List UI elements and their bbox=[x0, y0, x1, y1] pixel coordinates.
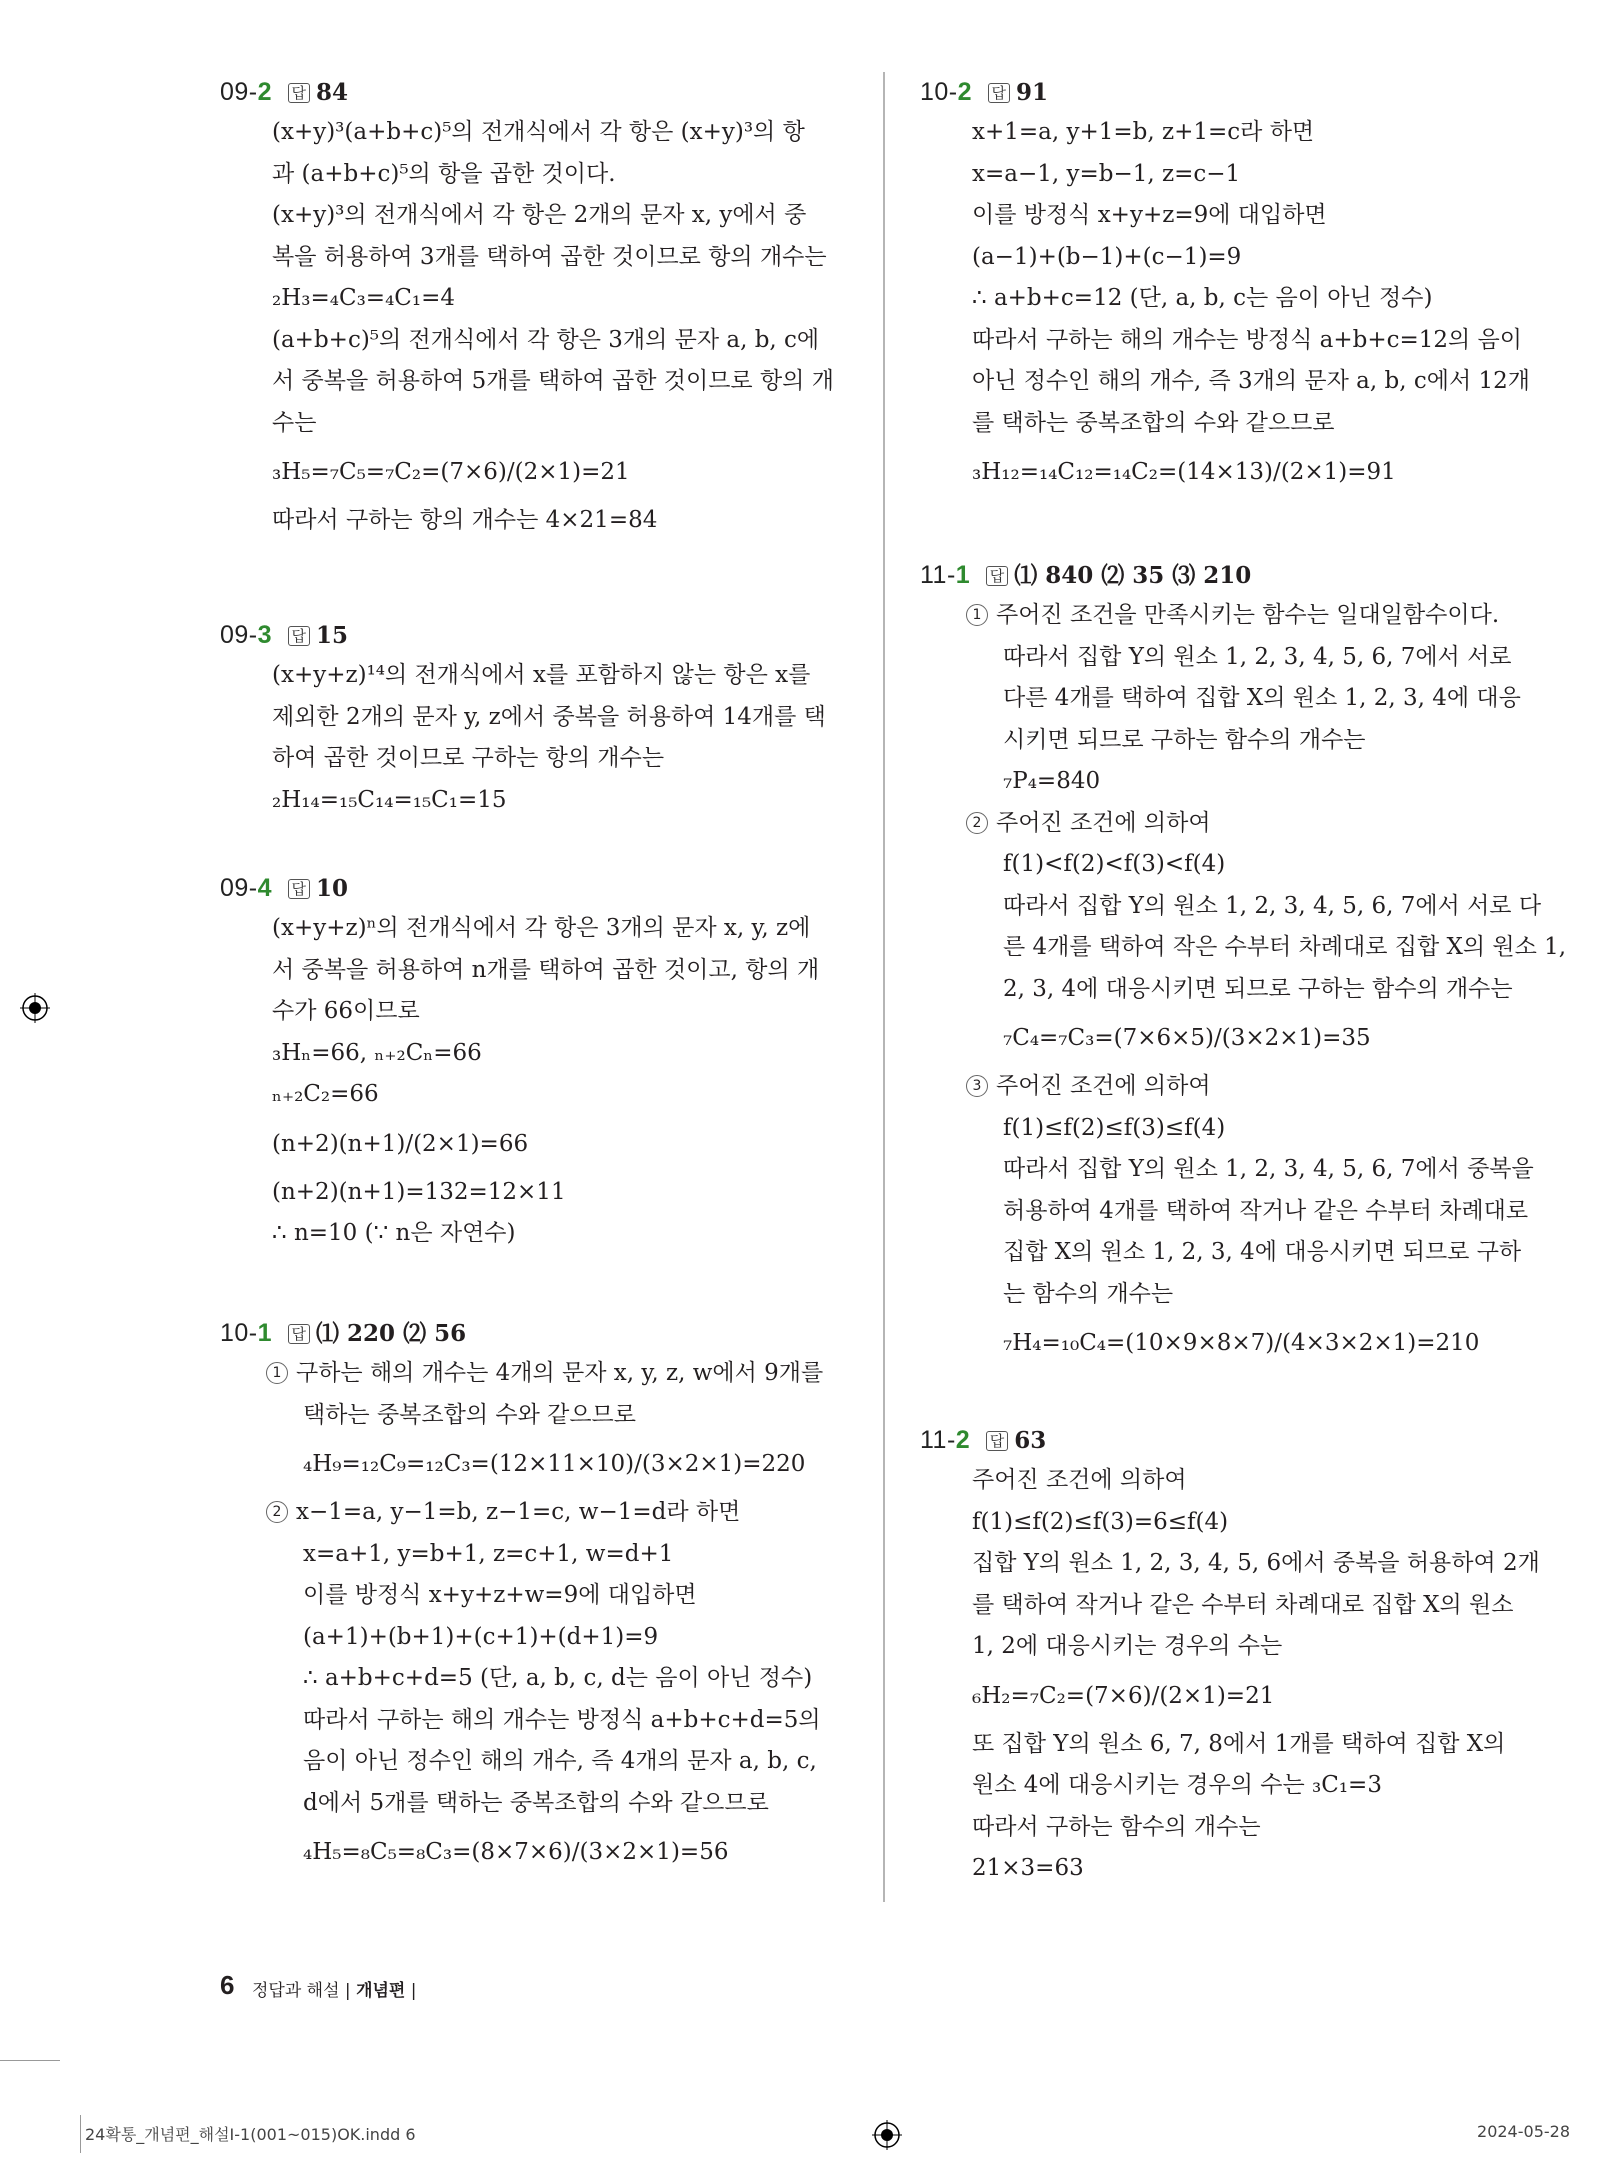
solution-line: ₄H₅=₈C₅=₈C₃=(8×7×6)/(3×2×1)=56 bbox=[303, 1839, 729, 1865]
problem-block bbox=[920, 555, 1567, 1371]
trim-mark bbox=[0, 2060, 60, 2061]
problem-block bbox=[920, 1420, 1550, 1890]
solution-line: ₃H₅=₇C₅=₇C₂=(7×6)/(2×1)=21 bbox=[272, 459, 630, 485]
answer-mark: 답 bbox=[988, 83, 1011, 103]
solution-line: 따라서 구하는 함수의 개수는 bbox=[972, 1813, 1261, 1840]
solution-line: f(1)≤f(2)≤f(3)≤f(4) bbox=[1003, 1114, 1226, 1141]
solution-line: 허용하여 4개를 택하여 작거나 같은 수부터 차례대로 bbox=[1003, 1197, 1529, 1224]
solution-line: 또 집합 Y의 원소 6, 7, 8에서 1개를 택하여 집합 X의 bbox=[972, 1730, 1506, 1757]
solution-line: 른 4개를 택하여 작은 수부터 차례대로 집합 X의 원소 1, bbox=[1003, 934, 1567, 960]
solution-line: 서 중복을 허용하여 n개를 택하여 곱한 것이고, 항의 개 bbox=[272, 956, 820, 983]
answer-mark: 답 bbox=[288, 879, 311, 899]
sub-number-badge: 1 bbox=[266, 1362, 288, 1384]
answer-value: ⑴ 220 ⑵ 56 bbox=[316, 1320, 467, 1347]
solution-line: 따라서 구하는 해의 개수는 방정식 a+b+c=12의 음이 bbox=[972, 326, 1522, 353]
solution-line: x=a+1, y=b+1, z=c+1, w=d+1 bbox=[303, 1540, 674, 1567]
solution-line: ₂H₃=₄C₃=₄C₁=4 bbox=[272, 285, 456, 311]
solution-line: ∴ a+b+c=12 (단, a, b, c는 음이 아닌 정수) bbox=[972, 285, 1433, 311]
solution-line: x+1=a, y+1=b, z+1=c라 하면 bbox=[972, 119, 1315, 145]
solution-line: (x+y)³의 전개식에서 각 항은 2개의 문자 x, y에서 중 bbox=[272, 202, 807, 228]
solution-line: 따라서 구하는 해의 개수는 방정식 a+b+c+d=5의 bbox=[303, 1706, 821, 1733]
solution-line: 과 (a+b+c)⁵의 항을 곱한 것이다. bbox=[272, 160, 616, 187]
solution-line: (x+y)³(a+b+c)⁵의 전개식에서 각 항은 (x+y)³의 항 bbox=[272, 119, 805, 145]
solution-line: ₇H₄=₁₀C₄=(10×9×8×7)/(4×3×2×1)=210 bbox=[1003, 1330, 1480, 1356]
footer-sep-end: | bbox=[410, 1981, 417, 2001]
solution-text: 주어진 조건에 의하여 bbox=[996, 1073, 1211, 1099]
problem-number: 11- bbox=[920, 561, 956, 589]
solution-line: ₙ₊₂C₂=66 bbox=[272, 1081, 379, 1107]
solution-line: 하여 곱한 것이므로 구하는 항의 개수는 bbox=[272, 745, 665, 771]
solution-line: ₃Hₙ=66, ₙ₊₂Cₙ=66 bbox=[272, 1039, 482, 1066]
problem-number-digit: 4 bbox=[257, 874, 272, 902]
sub-solution bbox=[920, 803, 1567, 1067]
sub-number-badge: 2 bbox=[266, 1501, 288, 1523]
problem-block bbox=[220, 615, 850, 821]
solution-line: 1, 2에 대응시키는 경우의 수는 bbox=[972, 1633, 1283, 1659]
problem-header bbox=[220, 615, 850, 655]
problem-number: 10- bbox=[920, 78, 958, 106]
answer-value: 91 bbox=[1016, 79, 1049, 106]
solution-line: 21×3=63 bbox=[972, 1855, 1084, 1881]
problem-header bbox=[920, 555, 1550, 595]
problem-number-digit: 3 bbox=[257, 621, 272, 649]
solution-line: (a+1)+(b+1)+(c+1)+(d+1)=9 bbox=[303, 1623, 659, 1650]
problem-header bbox=[920, 72, 1550, 112]
column-divider bbox=[883, 72, 885, 1902]
solution-text: x−1=a, y−1=b, z−1=c, w−1=d라 하면 bbox=[296, 1499, 741, 1525]
solution-line: 이를 방정식 x+y+z=9에 대입하면 bbox=[972, 202, 1327, 228]
solution-line: 를 택하는 중복조합의 수와 같으므로 bbox=[972, 409, 1335, 436]
footer-section: 개념편 bbox=[356, 1981, 406, 2001]
sub-solution bbox=[220, 1353, 850, 1492]
solution-body bbox=[920, 112, 1550, 500]
problem-number: 11- bbox=[920, 1426, 956, 1454]
answer-value: 10 bbox=[316, 875, 349, 902]
solution-line: f(1)≤f(2)≤f(3)=6≤f(4) bbox=[972, 1508, 1229, 1535]
answer-value: 84 bbox=[316, 79, 349, 106]
answer-mark: 답 bbox=[986, 566, 1009, 586]
solution-line: ₂H₁₄=₁₅C₁₄=₁₅C₁=15 bbox=[272, 786, 507, 813]
problem-header bbox=[220, 72, 850, 112]
sub-solution-first-line bbox=[966, 803, 1550, 845]
solution-line: (n+2)(n+1)/(2×1)=66 bbox=[272, 1130, 529, 1157]
sub-solution-first-line bbox=[966, 1066, 1550, 1108]
problem-number-digit: 2 bbox=[955, 1426, 970, 1454]
sub-number-badge: 1 bbox=[966, 604, 988, 626]
solution-line: 제외한 2개의 문자 y, z에서 중복을 허용하여 14개를 택 bbox=[272, 703, 826, 730]
problem-block bbox=[220, 1313, 850, 1880]
solution-line: 주어진 조건에 의하여 bbox=[972, 1467, 1187, 1493]
solution-body bbox=[220, 908, 850, 1255]
sub-number-badge: 2 bbox=[966, 812, 988, 834]
sub-number-badge: 3 bbox=[966, 1075, 988, 1097]
problem-number-digit: 2 bbox=[957, 78, 972, 106]
problem-number: 09- bbox=[220, 621, 258, 649]
solution-line: d에서 5개를 택하는 중복조합의 수와 같으므로 bbox=[303, 1789, 769, 1816]
solution-line: 복을 허용하여 3개를 택하여 곱한 것이므로 항의 개수는 bbox=[272, 243, 827, 270]
problem-block bbox=[220, 868, 850, 1255]
answer-value: 15 bbox=[316, 622, 349, 649]
problem-block bbox=[920, 72, 1550, 500]
solution-line: 음이 아닌 정수인 해의 개수, 즉 4개의 문자 a, b, c, bbox=[303, 1748, 817, 1774]
solution-text: 구하는 해의 개수는 4개의 문자 x, y, z, w에서 9개를 bbox=[296, 1360, 824, 1386]
solution-text: 주어진 조건에 의하여 bbox=[996, 809, 1211, 836]
sub-solution-first-line bbox=[966, 595, 1550, 637]
problem-number: 09- bbox=[220, 874, 258, 902]
solution-line: (a+b+c)⁵의 전개식에서 각 항은 3개의 문자 a, b, c에 bbox=[272, 326, 820, 353]
solution-body bbox=[220, 655, 850, 821]
solution-body bbox=[220, 112, 850, 542]
solution-line: (x+y+z)ⁿ의 전개식에서 각 항은 3개의 문자 x, y, z에 bbox=[272, 915, 811, 941]
problem-number: 10- bbox=[220, 1319, 258, 1347]
solution-line: 따라서 집합 Y의 원소 1, 2, 3, 4, 5, 6, 7에서 중복을 bbox=[1003, 1156, 1534, 1182]
solution-line: 시키면 되므로 구하는 함수의 개수는 bbox=[1003, 726, 1366, 753]
solution-line: ∴ n=10 (∵ n은 자연수) bbox=[272, 1220, 516, 1246]
sub-solution bbox=[220, 1492, 850, 1880]
problem-number-digit: 2 bbox=[257, 78, 272, 106]
solution-line: (x+y+z)¹⁴의 전개식에서 x를 포함하지 않는 항은 x를 bbox=[272, 662, 811, 688]
solution-body bbox=[920, 1460, 1550, 1890]
problem-header bbox=[220, 868, 850, 908]
solution-line: 서 중복을 허용하여 5개를 택하여 곱한 것이므로 항의 개 bbox=[272, 368, 834, 394]
page-number: 6 bbox=[220, 1970, 235, 2000]
footer-sep: | bbox=[344, 1981, 357, 2001]
solution-line: (a−1)+(b−1)+(c−1)=9 bbox=[972, 243, 1242, 270]
solution-line: ₇C₄=₇C₃=(7×6×5)/(3×2×1)=35 bbox=[1003, 1025, 1371, 1051]
solution-line: 집합 X의 원소 1, 2, 3, 4에 대응시키면 되므로 구하 bbox=[1003, 1239, 1522, 1265]
problem-block bbox=[220, 72, 850, 542]
solution-line: ₇P₄=840 bbox=[1003, 768, 1101, 794]
solution-line: (n+2)(n+1)=132=12×11 bbox=[272, 1178, 566, 1205]
sub-solution-first-line bbox=[266, 1492, 850, 1534]
answer-mark: 답 bbox=[288, 83, 311, 103]
problem-header bbox=[220, 1313, 850, 1353]
solution-line: 수가 66이므로 bbox=[272, 998, 420, 1024]
solution-line: f(1)<f(2)<f(3)<f(4) bbox=[1003, 851, 1226, 877]
solution-line: ₃H₁₂=₁₄C₁₂=₁₄C₂=(14×13)/(2×1)=91 bbox=[972, 459, 1396, 485]
slug-date: 2024-05-28 bbox=[1477, 2122, 1570, 2141]
answer-mark: 답 bbox=[288, 626, 311, 646]
sub-solution bbox=[920, 595, 1550, 803]
solution-text: 주어진 조건을 만족시키는 함수는 일대일함수이다. bbox=[996, 602, 1500, 628]
footer-title: 정답과 해설 bbox=[252, 1981, 340, 2001]
answer-value: ⑴ 840 ⑵ 35 ⑶ 210 bbox=[1014, 562, 1252, 589]
registration-mark-icon bbox=[872, 2120, 902, 2150]
solution-line: 2, 3, 4에 대응시키면 되므로 구하는 함수의 개수는 bbox=[1003, 975, 1513, 1002]
solution-line: 따라서 구하는 항의 개수는 4×21=84 bbox=[272, 507, 658, 533]
answer-mark: 답 bbox=[288, 1324, 311, 1344]
solution-line: 수는 bbox=[272, 409, 317, 436]
slug-rule bbox=[80, 2115, 81, 2153]
problem-number-digit: 1 bbox=[955, 561, 970, 589]
solution-line: 따라서 집합 Y의 원소 1, 2, 3, 4, 5, 6, 7에서 서로 다 bbox=[1003, 892, 1542, 919]
problem-number-digit: 1 bbox=[257, 1319, 272, 1347]
solution-line: 를 택하여 작거나 같은 수부터 차례대로 집합 X의 원소 bbox=[972, 1591, 1514, 1618]
slug-filename: 24확통_개념편_해설Ⅰ-1(001~015)OK.indd 6 bbox=[85, 2125, 416, 2144]
solution-line: 다른 4개를 택하여 집합 X의 원소 1, 2, 3, 4에 대응 bbox=[1003, 685, 1521, 711]
solution-line: 는 함수의 개수는 bbox=[1003, 1280, 1174, 1307]
solution-line: 원소 4에 대응시키는 경우의 수는 ₃C₁=3 bbox=[972, 1772, 1382, 1798]
answer-mark: 답 bbox=[986, 1431, 1009, 1451]
solution-line: ∴ a+b+c+d=5 (단, a, b, c, d는 음이 아닌 정수) bbox=[303, 1665, 813, 1691]
solution-line: ₄H₉=₁₂C₉=₁₂C₃=(12×11×10)/(3×2×1)=220 bbox=[303, 1451, 806, 1477]
solution-line: x=a−1, y=b−1, z=c−1 bbox=[972, 160, 1241, 187]
problem-number: 09- bbox=[220, 78, 258, 106]
problem-header bbox=[920, 1420, 1550, 1460]
registration-mark-icon bbox=[20, 993, 50, 1023]
answer-value: 63 bbox=[1014, 1427, 1047, 1454]
solution-line: 집합 Y의 원소 1, 2, 3, 4, 5, 6에서 중복을 허용하여 2개 bbox=[972, 1550, 1540, 1576]
solution-line: ₆H₂=₇C₂=(7×6)/(2×1)=21 bbox=[972, 1682, 1275, 1709]
solution-line: 택하는 중복조합의 수와 같으므로 bbox=[303, 1401, 636, 1428]
sub-solution bbox=[920, 1066, 1550, 1371]
sub-solution-first-line bbox=[266, 1353, 850, 1395]
footer-label bbox=[252, 1976, 416, 2001]
solution-line: 이를 방정식 x+y+z+w=9에 대입하면 bbox=[303, 1582, 697, 1608]
solution-line: 아닌 정수인 해의 개수, 즉 3개의 문자 a, b, c에서 12개 bbox=[972, 368, 1530, 394]
solution-line: 따라서 집합 Y의 원소 1, 2, 3, 4, 5, 6, 7에서 서로 bbox=[1003, 643, 1512, 670]
